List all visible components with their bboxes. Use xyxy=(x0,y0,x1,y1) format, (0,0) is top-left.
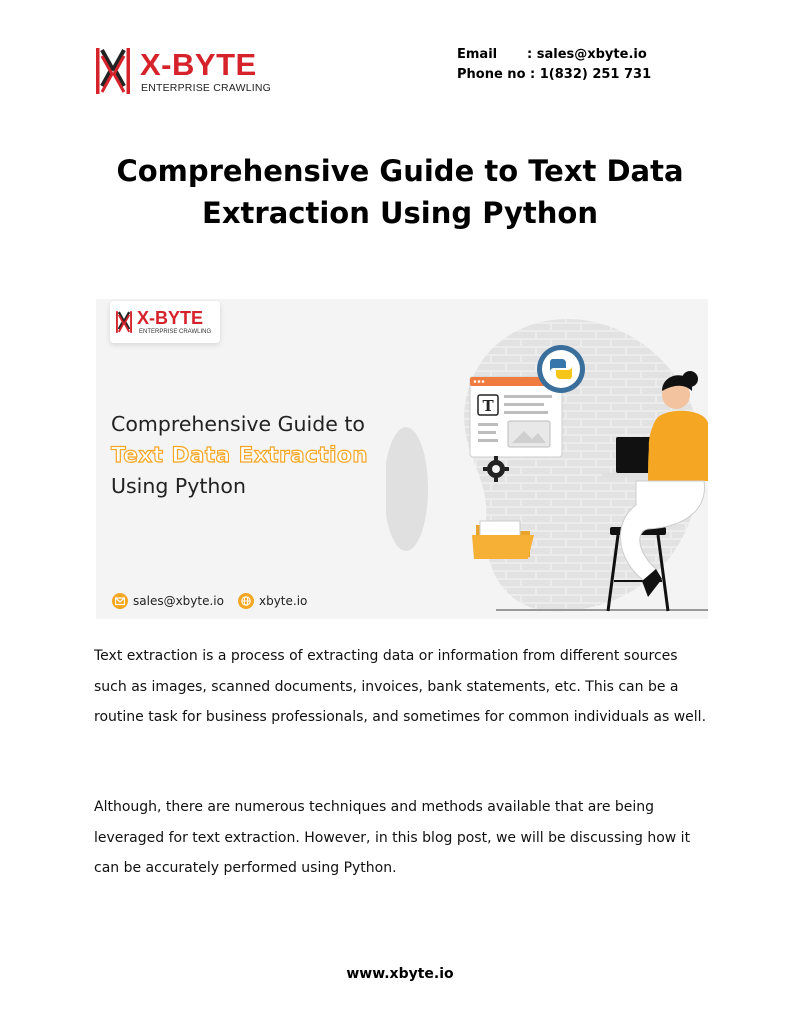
banner-heading-line: Using Python xyxy=(111,474,246,498)
email-label: Email xyxy=(457,47,498,62)
email-value[interactable]: : sales@xbyte.io xyxy=(527,47,647,62)
svg-text:T: T xyxy=(482,397,494,415)
banner-heading-line: Comprehensive Guide to xyxy=(111,412,365,436)
developer-illustration xyxy=(386,299,708,619)
xbyte-logo-mark-icon xyxy=(116,311,132,333)
banner-heading-highlight: Text Data Extraction xyxy=(111,443,369,468)
banner-contact xyxy=(112,593,307,609)
banner-website xyxy=(238,593,307,609)
banner-logo-name: X-BYTE xyxy=(137,308,204,328)
banner-email-text: sales@xbyte.io xyxy=(133,594,224,608)
mail-icon xyxy=(112,593,128,609)
footer-website-link[interactable]: www.xbyte.io xyxy=(346,966,454,982)
xbyte-logo-mark-icon xyxy=(96,48,130,94)
banner-website-text: xbyte.io xyxy=(258,594,308,608)
banner-heading xyxy=(111,409,368,502)
email-row xyxy=(457,45,651,65)
banner-image xyxy=(96,299,708,619)
xbyte-logo xyxy=(96,48,281,98)
banner-logo-tagline: ENTERPRISE CRAWLING xyxy=(139,329,212,335)
banner-email xyxy=(112,593,224,609)
phone-row xyxy=(457,65,651,85)
page-title: Comprehensive Guide to Text Data Extraction Using Python xyxy=(116,154,684,230)
banner-logo xyxy=(110,301,220,343)
contact-info xyxy=(457,45,651,85)
phone-value: : 1(832) 251 731 xyxy=(530,67,652,82)
paragraph: Text extraction is a process of extracting data or information from different sources such as images, scanned documents, invoices, bank statements, etc. This can be a routine task for business professionals, and sometimes for common individuals as well. xyxy=(94,648,707,725)
phone-label: Phone no xyxy=(457,67,526,82)
logo-tagline: ENTERPRISE CRAWLING xyxy=(141,82,272,94)
logo-name: X-BYTE xyxy=(140,47,257,82)
globe-icon xyxy=(238,593,254,609)
paragraph: Although, there are numerous techniques and methods available that are being leveraged for text extraction. However, in this blog post, we will be discussing how it can be accurately performed using Python. xyxy=(94,799,691,876)
